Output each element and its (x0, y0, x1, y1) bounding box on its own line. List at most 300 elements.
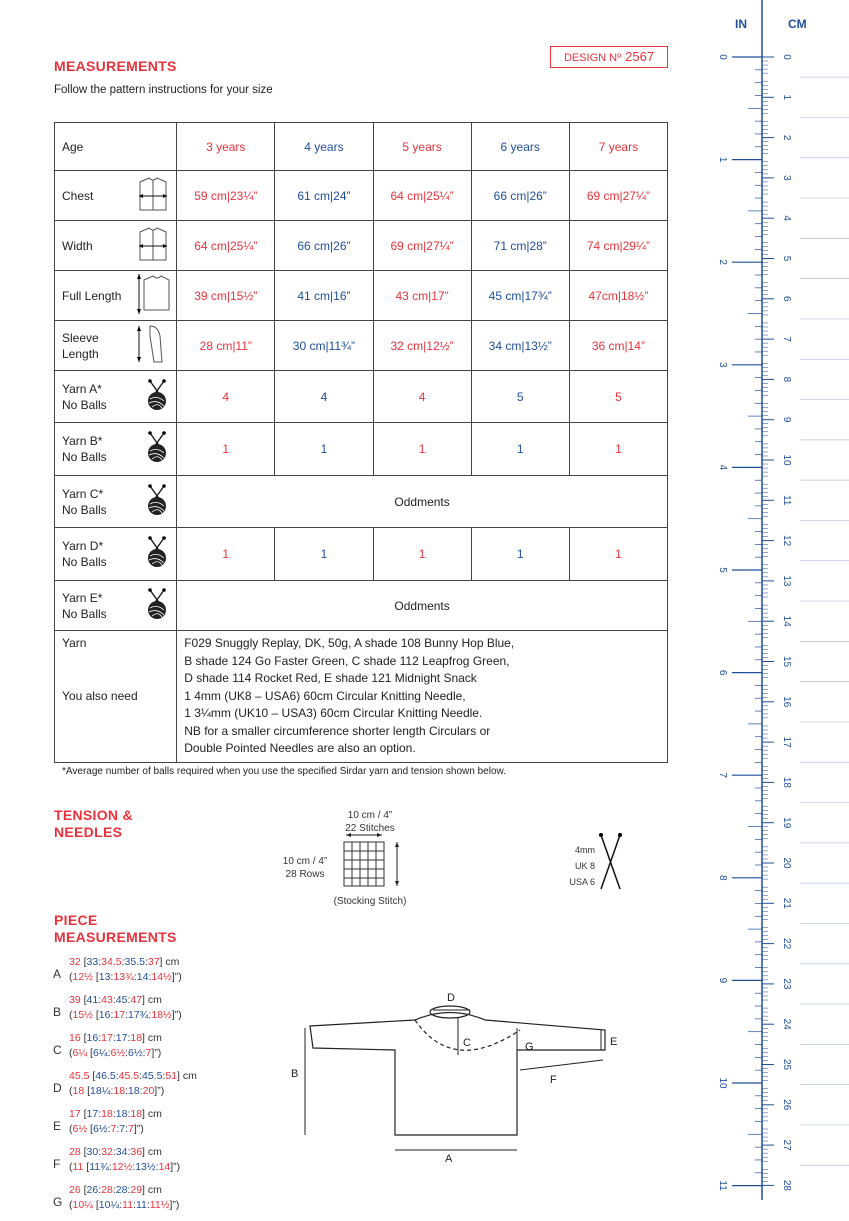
piece-punct: ] (151, 1047, 155, 1059)
piece-punct: [ (80, 994, 87, 1006)
cell-value: 5 years (402, 139, 442, 154)
piece-value: 17 (86, 1108, 99, 1120)
piece-punct: : (127, 1146, 131, 1158)
cell-value: 1 (615, 547, 622, 561)
piece-punct: : (115, 1070, 119, 1082)
inch-number: 7 (717, 772, 728, 778)
table-cell (471, 423, 569, 476)
yarn-ball-icon (144, 431, 170, 467)
cell-value: 47cm|18½” (588, 288, 649, 303)
diagram-label-a: A (445, 1153, 453, 1165)
oddments-cell (177, 476, 668, 528)
table-cell (373, 321, 471, 371)
cm-number: 23 (781, 978, 792, 990)
cm-number: 17 (781, 736, 792, 748)
piece-value: 11¾ (89, 1161, 109, 1173)
cm-number: 16 (781, 696, 792, 708)
piece-value: 12½ (72, 971, 93, 983)
piece-values (69, 1069, 197, 1099)
piece-punct: : (148, 971, 152, 983)
piece-punct: : (142, 1047, 146, 1059)
piece-punct: [ (80, 1032, 87, 1044)
table-row-9 (55, 581, 668, 631)
oddments-cell (177, 581, 668, 631)
piece-value: 18 (113, 1085, 126, 1097)
piece-value: 45.5 (69, 1070, 90, 1082)
piece-punct: : (132, 1161, 136, 1173)
piece-punct: : (125, 1047, 129, 1059)
piece-value: 7 (119, 1123, 126, 1135)
piece-punct: : (112, 1146, 116, 1158)
piece-value: 17¾ (128, 1009, 149, 1021)
piece-value: 6½ (128, 1047, 143, 1059)
piece-punct: [ (80, 956, 87, 968)
inch-number: 2 (717, 259, 728, 265)
table-row-5 (55, 371, 668, 423)
row-label-text: Yarn B* (62, 434, 103, 448)
piece-punct: : (148, 1009, 152, 1021)
piece-punct: [ (83, 1161, 90, 1173)
cm-number: 8 (781, 376, 792, 383)
piece-value: 6½ (72, 1123, 88, 1135)
table-cell (471, 271, 569, 321)
cell-value: 6 years (500, 139, 540, 154)
cell-value: 64 cm|25¼” (194, 238, 258, 253)
sleeve-length-icon (136, 322, 170, 370)
piece-unit: cm (147, 994, 162, 1006)
cm-number: 7 (781, 336, 792, 342)
piece-value: 46.5 (95, 1070, 116, 1082)
yarn-label: Yarn (62, 636, 87, 650)
row-label-text: No Balls (62, 397, 107, 412)
piece-punct: [ (92, 971, 99, 983)
cell-value: 4 years (304, 139, 344, 154)
yarn-detail-line: D shade 114 Rocket Red, E shade 121 Midnight Snack (184, 671, 477, 685)
cm-number: 10 (781, 454, 792, 466)
piece-value: 17 (115, 1032, 128, 1044)
piece-punct: : (127, 994, 131, 1006)
piece-punct: : (108, 1161, 112, 1173)
sweater-diagram (285, 990, 625, 1165)
piece-punct: ] (133, 1123, 137, 1135)
table-cell (275, 371, 373, 423)
table-cell (569, 528, 667, 581)
piece-value: 41 (86, 994, 99, 1006)
table-row-8 (55, 528, 668, 581)
cm-number: 1 (781, 94, 792, 101)
table-cell (569, 321, 667, 371)
tension-stitches: 22 Stitches (345, 823, 395, 834)
yarn-labels (55, 631, 177, 763)
table-cell (373, 271, 471, 321)
piece-punct: ”) (174, 971, 182, 983)
piece-punct: ( (69, 1085, 73, 1097)
cell-value: 7 years (598, 139, 639, 154)
cell-value: 59 cm|23¼” (194, 188, 258, 203)
piece-letter: F (53, 1157, 61, 1171)
piece-value: 10¼ (98, 1199, 120, 1211)
table-cell (373, 423, 471, 476)
spacer (62, 653, 169, 688)
piece-punct: : (110, 971, 114, 983)
design-label: DESIGN Nº (563, 52, 622, 64)
piece-punct: ] (171, 1009, 175, 1021)
diagram-label-g: G (525, 1041, 534, 1053)
piece-punct: ] (142, 1032, 145, 1044)
table-cell (275, 221, 373, 271)
piece-value: 13½ (135, 1161, 156, 1173)
cell-value: 1 (516, 547, 524, 561)
cell-value: 66 cm|26” (297, 238, 351, 253)
ruler (700, 0, 849, 1200)
table-cell (373, 221, 471, 271)
piece-punct: : (127, 1108, 131, 1120)
table-cell (177, 271, 275, 321)
piece-value: 20 (142, 1085, 155, 1097)
piece-punct: ] (171, 971, 175, 983)
table-cell (373, 123, 471, 171)
row-label-text: Age (62, 139, 84, 154)
footnote: *Average number of balls required when you use the specified Sirdar yarn and tension shown below. (62, 766, 506, 777)
cell-value: 41 cm|16” (297, 288, 351, 303)
table-cell (177, 171, 275, 221)
cm-number: 3 (781, 175, 792, 181)
yarn-ball-icon (144, 536, 170, 572)
piece-inch-line (69, 1084, 197, 1099)
piece-letter: D (53, 1081, 62, 1095)
cell-value: 69 cm|27¼” (390, 238, 454, 253)
piece-unit: cm (182, 1070, 197, 1082)
diagram-label-f: F (550, 1074, 557, 1086)
inch-number: 10 (717, 1077, 728, 1089)
piece-value: 18 (130, 1108, 143, 1120)
cell-value: 43 cm|17” (395, 288, 449, 303)
piece-value: 26 (86, 1184, 99, 1196)
needle-uk: UK 8 (574, 861, 595, 871)
piece-value: 7 (110, 1123, 117, 1135)
piece-letter: A (53, 967, 62, 981)
piece-punct: : (133, 971, 137, 983)
cell-value: 1 (418, 442, 426, 456)
piece-punct: ( (69, 1009, 73, 1021)
cell-value: 45 cm|17¾” (488, 288, 552, 303)
inch-number: 4 (717, 464, 728, 471)
piece-punct: ] (142, 1184, 145, 1196)
cm-number: 26 (781, 1099, 792, 1111)
piece-values (69, 1145, 180, 1175)
cell-value: 4 (320, 389, 328, 404)
piece-punct: [ (80, 1146, 87, 1158)
diagram-label-c: C (463, 1037, 471, 1049)
piece-punct: ] (142, 1108, 145, 1120)
piece-value: 45.5 (118, 1070, 140, 1082)
piece-punct: ( (69, 1047, 73, 1059)
table-cell (275, 321, 373, 371)
cell-value: 28 cm|11” (199, 338, 252, 353)
cell-value: 71 cm|28” (493, 238, 547, 253)
cm-number: 9 (781, 416, 792, 423)
cell-value: 61 cm|24” (297, 188, 351, 203)
piece-punct: : (98, 1184, 102, 1196)
row-label-text: No Balls (62, 450, 107, 464)
yarn-detail-line: NB for a smaller circumference shorter length Circulars or (184, 723, 491, 738)
piece-punct: ] (159, 956, 163, 968)
table-cell (373, 371, 471, 423)
cm-number: 5 (781, 255, 792, 262)
cm-number: 14 (781, 615, 792, 627)
piece-punct: [ (92, 1009, 99, 1021)
cm-number: 19 (781, 817, 792, 829)
tension-title-line2: NEEDLES (54, 824, 123, 840)
piece-punct: ] (177, 1070, 180, 1082)
pieces-title-line1: PIECE (54, 912, 98, 928)
piece-punct: ”) (136, 1123, 144, 1135)
piece-inch-line (69, 1046, 162, 1061)
piece-value: 7 (145, 1047, 152, 1059)
table-cell (373, 528, 471, 581)
piece-cm-line (69, 1107, 162, 1122)
table-cell (275, 528, 373, 581)
cm-label: CM (788, 17, 807, 31)
piece-cm-line (69, 1069, 197, 1084)
piece-value: 37 (147, 956, 160, 968)
piece-value: 28 (101, 1184, 113, 1196)
piece-values (69, 955, 182, 985)
piece-value: 32 (101, 1146, 113, 1158)
cm-number: 25 (781, 1058, 792, 1071)
inch-number: 1 (717, 156, 728, 163)
piece-value: 18 (128, 1085, 140, 1097)
cm-number: 20 (781, 857, 792, 869)
piece-value: 6½ (110, 1047, 126, 1059)
cm-number: 11 (781, 495, 792, 506)
piece-punct: ”) (172, 1199, 180, 1211)
row-label (55, 171, 177, 221)
inch-number: 5 (717, 567, 728, 573)
tension-swatch-icon (340, 832, 410, 892)
cell-value: 74 cm|29¼” (586, 238, 650, 253)
row-label (55, 221, 177, 271)
piece-punct: [ (87, 1047, 93, 1059)
piece-value: 17 (69, 1108, 81, 1120)
row-label-text: Length (62, 346, 99, 361)
piece-unit: cm (165, 956, 180, 968)
cell-value: 39 cm|15½” (194, 288, 258, 303)
cm-number: 15 (781, 655, 792, 668)
piece-unit: cm (147, 1184, 162, 1196)
cell-value: 34 cm|13½” (488, 338, 552, 353)
table-row-0 (55, 123, 668, 171)
piece-value: 14½ (151, 971, 172, 983)
table-cell (569, 423, 667, 476)
piece-punct: ] (142, 1146, 145, 1158)
piece-punct: : (127, 1184, 131, 1196)
piece-value: 7 (128, 1123, 134, 1135)
table-cell (275, 423, 373, 476)
piece-value: 13¾ (113, 971, 134, 983)
yarn-detail-line: B shade 124 Go Faster Green, C shade 112 Leapfrog Green, (184, 653, 510, 668)
piece-punct: ] (170, 1161, 174, 1173)
measurements-heading: MEASUREMENTS (54, 58, 177, 74)
row-label-text: Chest (62, 188, 94, 203)
cell-value: 1 (418, 547, 426, 561)
piece-values (69, 1183, 179, 1213)
piece-punct: : (146, 1199, 150, 1211)
row-label (55, 271, 177, 321)
piece-value: 45.5 (142, 1070, 163, 1082)
pieces-title-line2: MEASUREMENTS (54, 929, 177, 945)
piece-punct: [ (87, 1123, 93, 1135)
piece-punct: : (139, 1070, 142, 1082)
tension-heading (54, 807, 133, 841)
piece-value: 51 (165, 1070, 178, 1082)
table-cell (373, 171, 471, 221)
cell-value: 36 cm|14” (591, 338, 645, 353)
piece-punct: : (125, 1123, 129, 1135)
table-row-1 (55, 171, 668, 221)
piece-cm-line (69, 955, 182, 970)
cell-value: 1 (320, 547, 328, 561)
piece-punct: : (98, 1108, 102, 1120)
piece-value: 18¼ (90, 1085, 111, 1097)
piece-values (69, 1107, 162, 1137)
row-label-text: Sleeve (62, 330, 99, 345)
piece-punct: : (107, 1047, 111, 1059)
table-row-2 (55, 221, 668, 271)
piece-punct: : (112, 1032, 116, 1044)
also-need-label: You also need (62, 688, 138, 703)
diagram-label-e: E (610, 1036, 618, 1048)
cell-value: 30 cm|11¾” (292, 338, 356, 353)
row-label (55, 528, 177, 581)
row-label (55, 321, 177, 371)
cell-value: 4 (418, 389, 426, 404)
piece-letter: B (53, 1005, 62, 1019)
piece-punct: : (127, 1032, 131, 1044)
row-label-text: Yarn C* (62, 486, 104, 501)
piece-measurements-heading (54, 912, 177, 946)
piece-punct: ”) (157, 1085, 165, 1097)
cardigan-length-icon (136, 272, 170, 320)
needle-usa: USA 6 (569, 877, 595, 887)
piece-unit: cm (147, 1146, 162, 1158)
inch-label: IN (735, 17, 747, 31)
yarn-ball-icon (144, 588, 170, 624)
piece-punct: : (116, 1123, 120, 1135)
row-label-text: No Balls (62, 502, 107, 517)
piece-value: 18 (72, 1085, 85, 1097)
table-row-3 (55, 271, 668, 321)
cell-value: 5 (516, 389, 524, 404)
oddments-text: Oddments (394, 598, 450, 613)
cell-value: 1 (222, 442, 230, 456)
piece-punct: : (112, 1108, 116, 1120)
piece-value: 18 (101, 1108, 113, 1120)
cell-value: 64 cm|25¼” (390, 188, 454, 203)
piece-value: 11 (135, 1199, 147, 1211)
piece-inch-line (69, 1198, 179, 1213)
piece-inch-line (69, 1122, 162, 1137)
piece-value: 28 (115, 1184, 128, 1196)
piece-punct: ( (69, 971, 73, 983)
cell-value: 5 (615, 389, 622, 404)
piece-punct: : (133, 1199, 136, 1211)
cell-value: 3 years (206, 139, 246, 154)
row-label-text: No Balls (62, 555, 107, 569)
piece-inch-line (69, 1008, 182, 1023)
design-number-badge (550, 46, 668, 68)
yarn-detail-line: 1 4mm (UK8 – USA6) 60cm Circular Knitting Needle, (184, 688, 466, 703)
cm-number: 2 (781, 134, 792, 141)
piece-value: 39 (69, 994, 81, 1006)
piece-value: 6¼ (92, 1047, 108, 1059)
piece-value: 14 (158, 1161, 171, 1173)
tension-rows: 28 Rows (285, 869, 325, 880)
cardigan-width-icon (136, 224, 170, 268)
inch-number: 9 (717, 977, 728, 984)
piece-punct: : (107, 1123, 111, 1135)
tension-height-label (270, 855, 340, 881)
piece-cm-line (69, 1183, 179, 1198)
piece-inch-line (69, 1160, 180, 1175)
piece-punct: [ (92, 1199, 99, 1211)
inch-number: 3 (717, 362, 728, 368)
piece-cm-line (69, 1031, 162, 1046)
table-cell (471, 221, 569, 271)
piece-value: 18 (130, 1032, 143, 1044)
design-number: 2567 (625, 49, 655, 64)
table-cell (177, 221, 275, 271)
piece-letter: G (53, 1195, 63, 1209)
piece-punct: : (125, 1085, 128, 1097)
cell-value: 4 (222, 389, 230, 404)
table-cell (275, 123, 373, 171)
inch-number: 0 (717, 54, 728, 60)
piece-value: 11 (122, 1199, 134, 1211)
cell-value: 1 (615, 442, 622, 456)
row-label (55, 581, 177, 631)
tension-title-line1: TENSION & (54, 807, 133, 823)
yarn-ball-icon (144, 484, 170, 520)
piece-value: 30 (86, 1146, 99, 1158)
cm-number: 18 (781, 776, 792, 788)
piece-value: 11 (72, 1161, 84, 1173)
needle-mm: 4mm (575, 845, 595, 855)
cardigan-chest-icon (136, 174, 170, 218)
cm-number: 21 (781, 897, 792, 909)
piece-value: 6½ (92, 1123, 108, 1135)
piece-cm-line (69, 1145, 180, 1160)
piece-punct: : (112, 994, 116, 1006)
piece-value: 15½ (72, 1009, 93, 1021)
piece-punct: : (119, 1199, 123, 1211)
piece-punct: : (112, 1184, 116, 1196)
yarn-details (177, 631, 668, 763)
piece-punct: ( (69, 1199, 73, 1211)
table-row-4 (55, 321, 668, 371)
piece-value: 45 (115, 994, 128, 1006)
piece-punct: : (98, 956, 102, 968)
piece-value: 16 (98, 1009, 111, 1021)
row-label-text: Width (62, 238, 93, 253)
piece-punct: : (155, 1161, 159, 1173)
yarn-ball-icon (144, 379, 170, 415)
yarn-detail-line: Double Pointed Needles are also an option. (184, 741, 416, 755)
yarn-detail-line: 1 3¼mm (UK10 – USA3) 60cm Circular Knitting Needle. (184, 706, 483, 720)
piece-punct: : (162, 1070, 166, 1082)
piece-values (69, 1031, 162, 1061)
needle-sizes (560, 842, 595, 890)
